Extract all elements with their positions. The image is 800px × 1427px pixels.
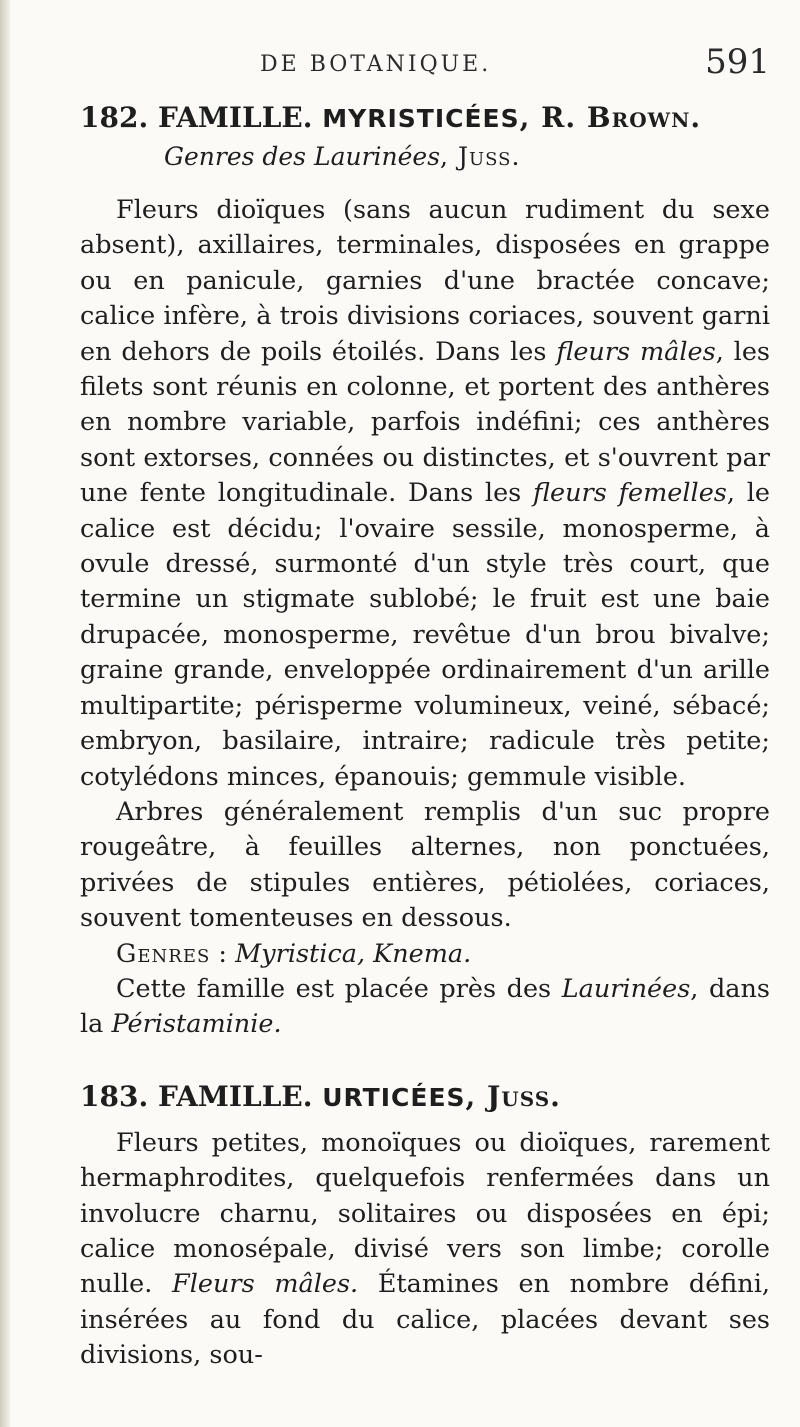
family-182-author: , R. Brown. (519, 101, 702, 134)
emphasis-laurinees: Laurinées (561, 973, 691, 1004)
family-182-section (80, 100, 770, 1043)
running-head-title: DE BOTANIQUE. (260, 52, 492, 77)
emphasis-female-flowers: fleurs femelles (533, 478, 727, 509)
family-182-heading (80, 100, 770, 137)
family-182-habit: Arbres généralement remplis d'un suc propre rougeâtre, à feuilles alternes, non ponctuées, privées de stipules entières, pétiolées, coriaces, souvent tomenteuses en dessous. (80, 796, 770, 934)
emphasis-peristaminie: Péristaminie. (111, 1009, 282, 1040)
text-run: , les filets sont réunis en colonne, et portent des anthères en nombre variable, parfois indéfini; ces anthères sont extorses, connées ou distinctes, et s'ouvrent par une fente longitudinale. Dans les (80, 336, 771, 509)
text-run: Étamines en nombre défini, insérées au fond du calice, placées devant ses divisions, sou- (80, 1269, 770, 1371)
text-run: , le calice est décidu; l'ovaire sessile, monosperme, à ovule dressé, surmonté d'un style très court, que termine un stigmate sublobé; le fruit est une baie drupacée, monosperme, revêtue d'un brou bivalve; graine grande, enveloppée ordinairement d'un arille multipartite; périsperme volumineux, veiné, sébacé; embryon, basilaire, intraire; radicule très petite; cotylédons minces, épanouis; gemmule visible. (80, 478, 770, 792)
text-run: Cette famille est placée près des (116, 973, 562, 1004)
text-run: , dans la (80, 973, 770, 1040)
family-183-name: URTICÉES (322, 1082, 466, 1112)
family-182-subheading (164, 139, 770, 175)
emphasis-male-flowers: fleurs mâles (556, 336, 716, 367)
family-182-placement (80, 972, 770, 1043)
family-182-description (80, 193, 770, 795)
text-run: Fleurs dioïques (sans aucun rudiment du sexe absent), axillaires, terminales, disposées en grappe ou en panicule, garnies d'une bractée concave; calice infère, à trois divisions coriaces, souvent garni en dehors de poils étoilés. Dans les (80, 195, 770, 367)
genera-label: Genres (116, 938, 211, 969)
family-182-number: 182. (80, 101, 149, 134)
emphasis-male-flowers: Fleurs mâles. (172, 1269, 359, 1300)
family-183-description (80, 1126, 770, 1374)
running-head (80, 0, 770, 100)
family-183-author: , Juss. (465, 1079, 561, 1113)
family-182-subheading-author: , Juss. (440, 142, 521, 171)
family-183-heading (80, 1079, 770, 1116)
page-binding-edge (0, 0, 10, 1427)
family-182-genera (80, 937, 770, 972)
family-182-name: MYRISTICÉES (322, 104, 520, 133)
book-page (80, 0, 770, 1427)
family-183-label: FAMILLE. (157, 1079, 313, 1113)
genera-list: Myristica, Knema. (235, 938, 472, 969)
text-run: Fleurs petites, monoïques ou dioïques, rarement hermaphrodites, quelquefois renfermées dans un involucre charnu, solitaires ou disposées en épi; calice monosépale, divisé vers son limbe; corolle nulle. (80, 1127, 770, 1300)
family-182-label: FAMILLE. (157, 101, 313, 134)
genera-separator: : (210, 938, 236, 969)
family-183-section (80, 1079, 770, 1374)
family-183-number: 183. (80, 1079, 149, 1113)
family-182-subheading-text: Genres des Laurinées (164, 142, 441, 171)
page-number: 591 (705, 42, 770, 82)
